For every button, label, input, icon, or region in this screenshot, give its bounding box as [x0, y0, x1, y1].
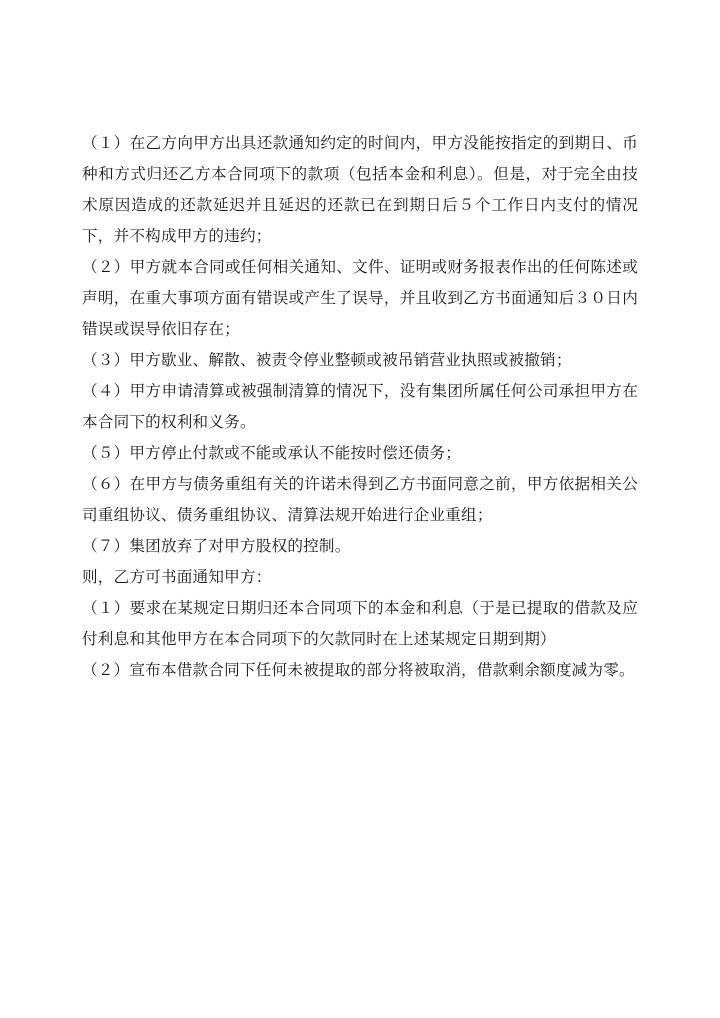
remedy-intro: 则，乙方可书面通知甲方：	[82, 568, 272, 586]
remedy-1: （１）要求在某规定日期归还本合同项下的本金和利息（于是已提取的借款及应付利息和其他甲方在本合同项下的欠款同时在上述某规定日期到期）	[82, 599, 638, 648]
clause-default-1: （１）在乙方向甲方出具还款通知约定的时间内，甲方没能按指定的到期日、币种和方式归还乙方本合同项下的款项（包括本金和利息）。但是，对于完全由技术原因造成的还款延迟并且延迟的还款已在到期日后５个工作日内支付的情况下，并不构成甲方的违约；	[82, 134, 638, 245]
clause-default-3: （３）甲方歇业、解散、被责令停业整顿或被吊销营业执照或被撤销；	[82, 351, 572, 369]
clause-default-2: （２）甲方就本合同或任何相关通知、文件、证明或财务报表作出的任何陈述或声明，在重大事项方面有错误或产生了误导，并且收到乙方书面通知后３０日内错误或误导依旧存在；	[82, 258, 638, 338]
document-body	[82, 128, 638, 686]
clause-default-7: （７）集团放弃了对甲方股权的控制。	[82, 537, 351, 555]
clause-default-5: （５）甲方停止付款或不能或承认不能按时偿还债务；	[82, 444, 462, 462]
clause-default-6: （６）在甲方与债务重组有关的许诺未得到乙方书面同意之前，甲方依据相关公司重组协议、债务重组协议、清算法规开始进行企业重组；	[82, 475, 638, 524]
remedy-2: （２）宣布本借款合同下任何未被提取的部分将被取消，借款剩余额度减为零。	[82, 661, 635, 679]
clause-default-4: （４）甲方申请清算或被强制清算的情况下，没有集团所属任何公司承担甲方在本合同下的权利和义务。	[82, 382, 638, 431]
